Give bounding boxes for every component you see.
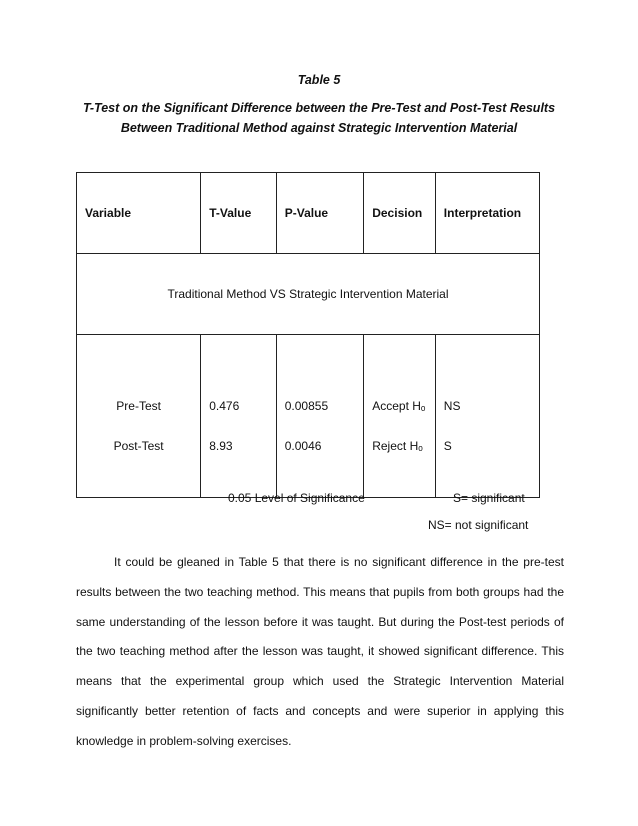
- header-decision: Decision: [364, 173, 436, 254]
- interpretation-cell: [435, 335, 539, 498]
- variable-cell: [77, 335, 201, 498]
- variable-pre-test: Pre-Test: [116, 399, 161, 413]
- p-value-post-test: 0.0046: [284, 439, 322, 453]
- caption-line-2: Between Traditional Method against Strategic Intervention Material: [120, 121, 518, 135]
- decision-post-test: Reject Hₒ: [372, 439, 423, 453]
- t-test-table: [76, 172, 540, 498]
- header-interpretation: Interpretation: [435, 173, 539, 254]
- decision-cell: [364, 335, 436, 498]
- table-row: [77, 335, 540, 498]
- header-variable: Variable: [77, 173, 201, 254]
- paragraph-text: It could be gleaned in Table 5 that there is no significant difference in the pre-test results between the two teaching method. This means that pupils from both groups had the same understanding of the lesson before it was taught. But during the Post-test periods of the two teaching method after the lesson was taught, it showed significant difference. This means that the experimental group which used the Strategic Intervention Material significantly better retention of facts and concepts and were superior in applying this knowledge in problem-solving exercises.: [76, 555, 564, 748]
- legend-significant: S= significant: [453, 491, 525, 505]
- comparison-row: [77, 254, 540, 335]
- interpretation-post-test: S: [443, 439, 452, 453]
- comparison-label: Traditional Method VS Strategic Intervention Material: [77, 254, 540, 335]
- header-p-value: P-Value: [276, 173, 363, 254]
- legend-not-significant: NS= not significant: [428, 518, 529, 532]
- discussion-paragraph: [76, 548, 564, 757]
- decision-pre-test: Accept Hₒ: [372, 399, 426, 413]
- variable-post-test: Post-Test: [113, 439, 164, 453]
- interpretation-pre-test: NS: [443, 399, 461, 413]
- table-label: Table 5: [297, 73, 341, 87]
- p-value-cell: [276, 335, 363, 498]
- t-value-pre-test: 0.476: [209, 399, 240, 413]
- caption-line-1: T-Test on the Significant Difference between the Pre-Test and Post-Test Results: [82, 101, 556, 115]
- t-value-cell: [201, 335, 276, 498]
- table-header-row: [77, 173, 540, 254]
- header-t-value: T-Value: [201, 173, 276, 254]
- t-value-post-test: 8.93: [209, 439, 233, 453]
- significance-level-note: 0.05 Level of Significance: [228, 491, 365, 505]
- p-value-pre-test: 0.00855: [284, 399, 329, 413]
- table-caption: [50, 98, 588, 138]
